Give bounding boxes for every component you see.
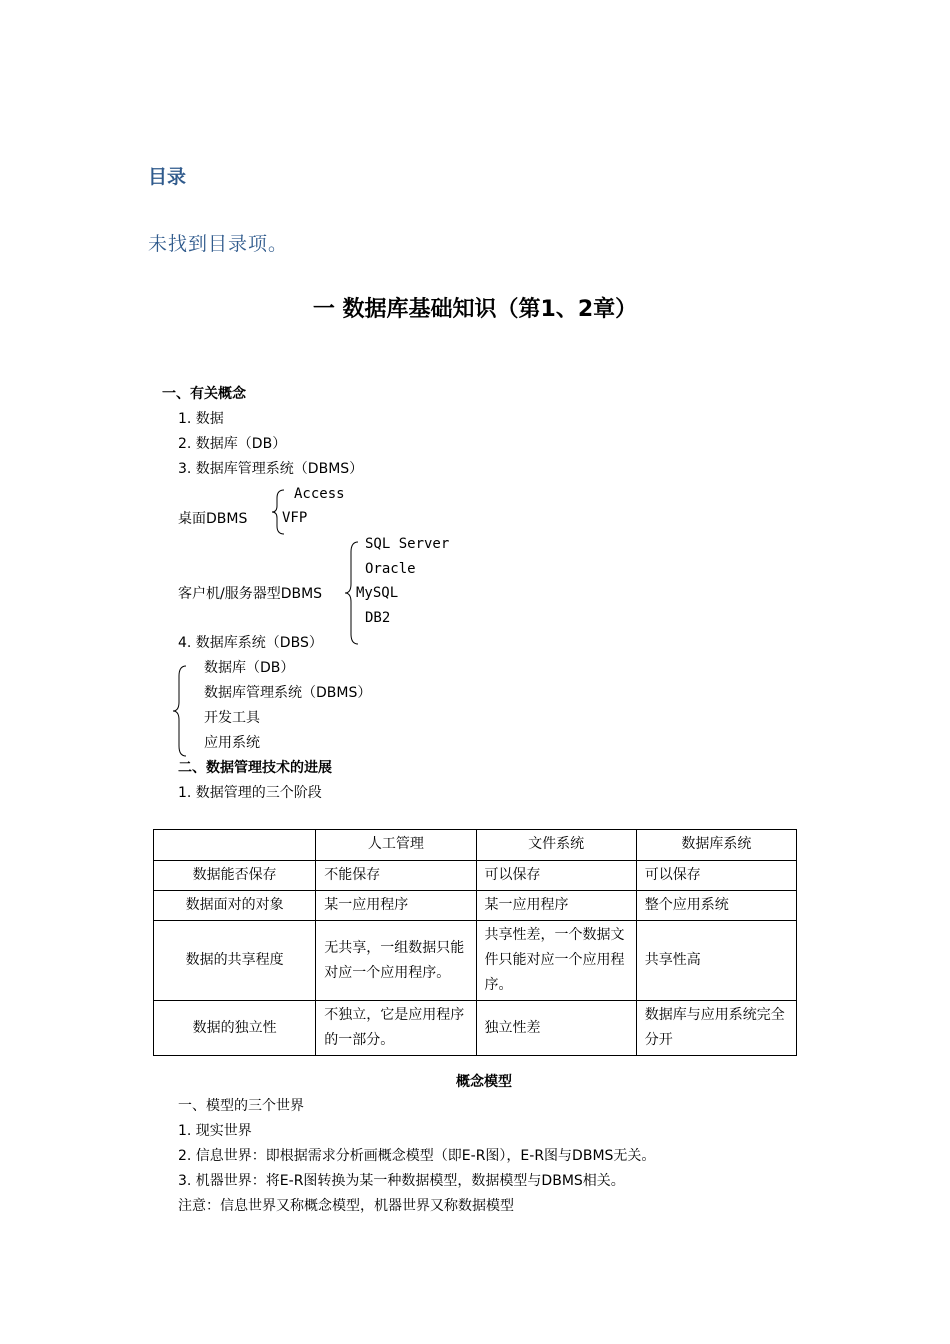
section2-item: 1. 数据管理的三个阶段	[178, 785, 322, 801]
desktop-brace-icon	[270, 488, 286, 536]
cs-brace-icon	[342, 540, 360, 646]
toc-empty-message: 未找到目录项。	[148, 233, 289, 255]
table-header-cell: 数据库系统	[636, 830, 796, 861]
desktop-option: VFP	[282, 510, 308, 526]
cs-option: DB2	[365, 610, 391, 626]
concept-model-title: 概念模型	[456, 1074, 512, 1090]
section1-item: 1. 数据	[178, 411, 224, 427]
desktop-dbms-label: 桌面DBMS	[178, 511, 248, 527]
table-cell: 可以保存	[476, 861, 636, 891]
concept-model-item: 2. 信息世界：即根据需求分析画概念模型（即E-R图），E-R图与DBMS无关。	[178, 1148, 656, 1164]
dbs-brace-icon	[170, 664, 188, 758]
table-cell: 整个应用系统	[636, 891, 796, 921]
cs-dbms-label: 客户机/服务器型DBMS	[178, 586, 323, 602]
table-cell: 某一应用程序	[476, 891, 636, 921]
table-cell: 不能保存	[316, 861, 476, 891]
table-row	[154, 891, 797, 921]
section1-item: 3. 数据库管理系统（DBMS）	[178, 461, 364, 477]
desktop-option: Access	[294, 486, 345, 502]
concept-model-heading: 一、模型的三个世界	[178, 1098, 304, 1114]
dbs-part: 数据库（DB）	[204, 660, 295, 676]
table-cell: 共享性高	[636, 921, 796, 1001]
table-cell: 数据面对的对象	[154, 891, 316, 921]
table-header-cell	[154, 830, 316, 861]
stages-table	[153, 829, 797, 1056]
table-row	[154, 921, 797, 1001]
table-header-row	[154, 830, 797, 861]
cs-option: Oracle	[365, 561, 416, 577]
toc-title: 目录	[148, 166, 187, 188]
cs-option: SQL Server	[365, 536, 450, 552]
table-cell: 可以保存	[636, 861, 796, 891]
concept-model-item: 3. 机器世界：将E-R图转换为某一种数据模型，数据模型与DBMS相关。	[178, 1173, 625, 1189]
dbs-part: 开发工具	[204, 710, 260, 726]
table-row	[154, 1001, 797, 1056]
table-cell: 某一应用程序	[316, 891, 476, 921]
section1-heading: 一、有关概念	[162, 386, 246, 402]
section2-heading: 二、数据管理技术的进展	[178, 760, 332, 776]
cs-option: MySQL	[356, 585, 399, 601]
concept-model-note: 注意：信息世界又称概念模型，机器世界又称数据模型	[178, 1198, 514, 1214]
section1-item: 4. 数据库系统（DBS）	[178, 635, 323, 651]
table-cell: 不独立，它是应用程序的一部分。	[316, 1001, 476, 1056]
table-cell: 数据的独立性	[154, 1001, 316, 1056]
dbs-part: 应用系统	[204, 735, 260, 751]
concept-model-item: 1. 现实世界	[178, 1123, 252, 1139]
table-cell: 无共享，一组数据只能对应一个应用程序。	[316, 921, 476, 1001]
table-cell: 数据库与应用系统完全分开	[636, 1001, 796, 1056]
table-header-cell: 文件系统	[476, 830, 636, 861]
table-header-cell: 人工管理	[316, 830, 476, 861]
chapter-title: 一 数据库基础知识（第1、2章）	[312, 297, 638, 322]
table-cell: 数据能否保存	[154, 861, 316, 891]
table-cell: 共享性差，一个数据文件只能对应一个应用程序。	[476, 921, 636, 1001]
table-row	[154, 861, 797, 891]
table-cell: 数据的共享程度	[154, 921, 316, 1001]
dbs-part: 数据库管理系统（DBMS）	[204, 685, 372, 701]
table-cell: 独立性差	[476, 1001, 636, 1056]
section1-item: 2. 数据库（DB）	[178, 436, 287, 452]
